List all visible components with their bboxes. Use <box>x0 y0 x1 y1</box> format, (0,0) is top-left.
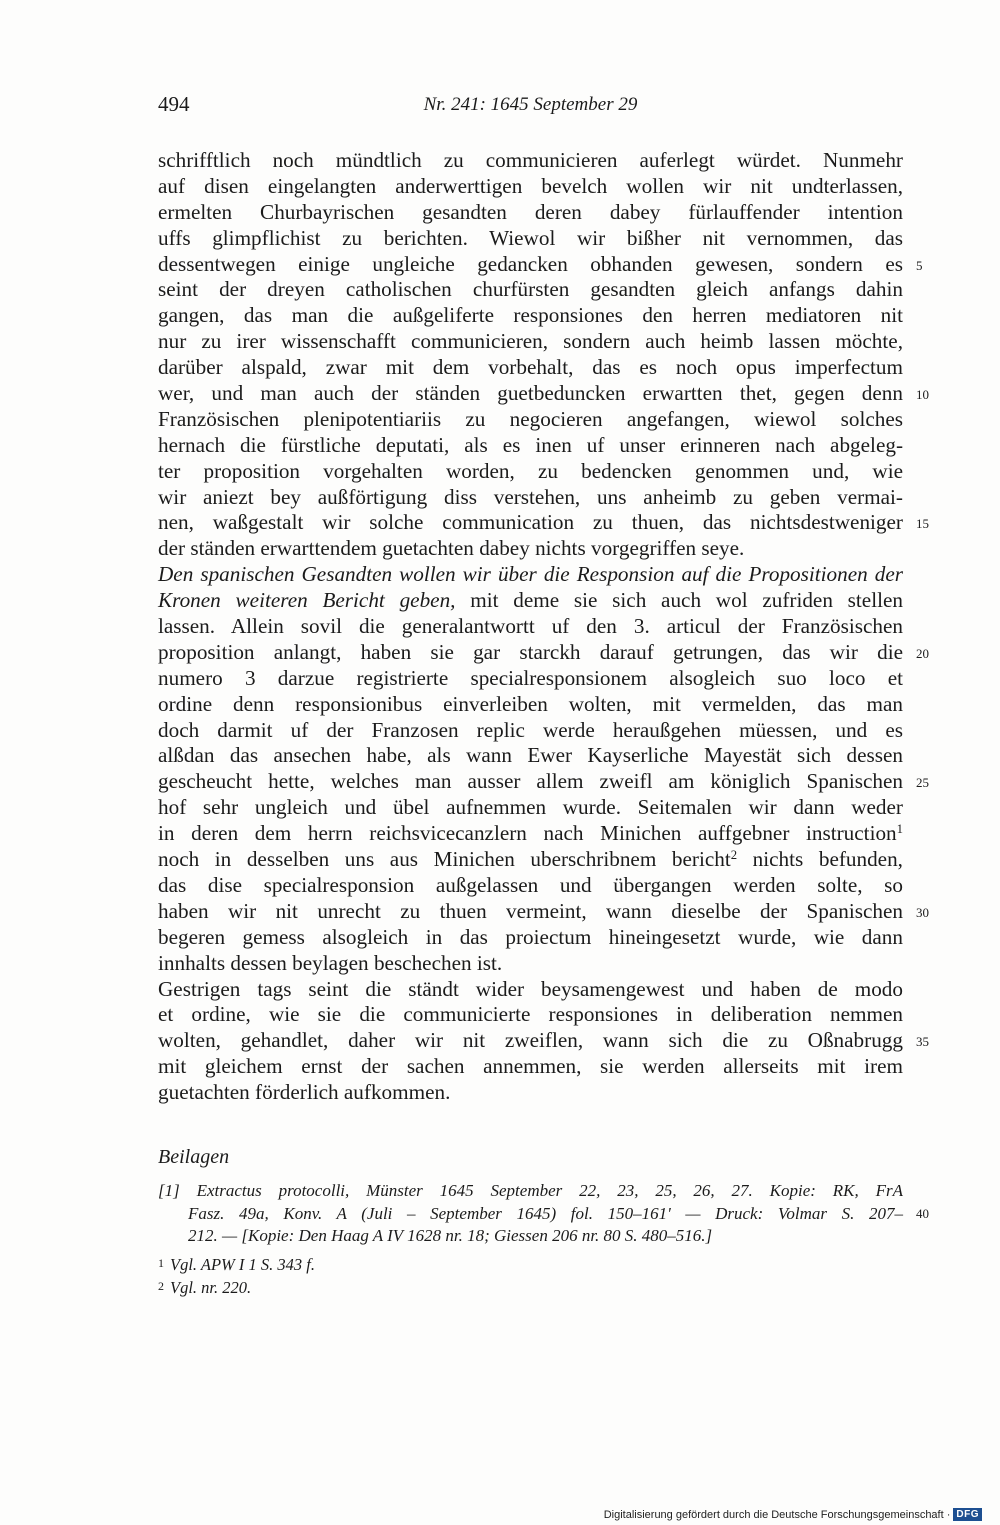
line-number: 30 <box>916 904 929 920</box>
beilage-line-text: [1] Extractus protocolli, Münster 1645 September 22, 23, 25, 26, 27. Kopie: RK, FrA <box>158 1181 903 1200</box>
text-line <box>158 562 903 588</box>
text-line <box>158 951 903 977</box>
line-number: 20 <box>916 645 929 661</box>
text-line <box>158 847 903 873</box>
text-line-content: nur zu irer wissenschafft communicieren, sondern auch heimb lassen möchte, <box>158 329 903 354</box>
footnotes <box>158 1252 903 1298</box>
text-line <box>158 251 923 278</box>
text-line-content: noch in desselben uns aus Minichen uberschribnem bericht <box>158 847 731 872</box>
text-line <box>158 536 903 562</box>
text-line <box>158 485 903 511</box>
text-line-content: et ordine, wie sie die communicierte responsiones in deliberation nemmen <box>158 1002 903 1027</box>
line-number: 5 <box>916 257 923 273</box>
text-line-content: schrifftlich noch mündtlich zu communicieren auferlegt würdet. Nunmehr <box>158 148 903 172</box>
text-line <box>158 873 903 899</box>
text-line <box>158 692 903 718</box>
text-line <box>158 1002 903 1028</box>
text-line <box>158 743 903 769</box>
text-line-content: guetachten förderlich aufkommen. <box>158 1080 451 1105</box>
footnote-text: Vgl. APW I 1 S. 343 f. <box>170 1255 315 1274</box>
text-line <box>158 795 903 821</box>
text-line <box>158 226 903 252</box>
italic-summary: Kronen weiteren Bericht geben, <box>158 588 456 613</box>
text-line <box>158 200 903 226</box>
running-head: Nr. 241: 1645 September 29 <box>423 94 638 115</box>
footnote-mark: 1 <box>158 1256 164 1270</box>
beilage-entry <box>158 1180 929 1248</box>
footnote-mark: 2 <box>158 1279 164 1293</box>
text-line-content: mit deme sie sich auch wol zufriden stellen <box>455 588 903 613</box>
line-number: 15 <box>916 516 929 532</box>
beilage-line <box>158 1225 903 1248</box>
text-line <box>158 174 903 200</box>
footnote-ref: 1 <box>896 822 903 837</box>
line-number: 25 <box>916 775 929 791</box>
text-line-content: hernach die fürstliche deputati, als es inen uf unser erinneren nach abgeleg- <box>158 432 903 457</box>
text-line <box>158 977 903 1003</box>
text-line-content: proposition anlangt, haben sie gar starckh darauf getrungen, das wir die <box>158 639 903 664</box>
text-line-content: wer, und man auch der ständen guetbeduncken erwartten thet, gegen denn <box>158 381 903 406</box>
text-line-content: numero 3 darzue registrierte specialresponsionem alsogleich suo loco et <box>158 665 903 690</box>
text-line <box>158 355 903 381</box>
dfg-logo: DFG <box>953 1508 982 1521</box>
text-line <box>158 459 903 485</box>
italic-summary: Den spanischen Gesandten wollen wir über die Responsion auf die Propositionen der <box>158 562 903 587</box>
text-line <box>158 303 903 329</box>
footnote <box>158 1275 903 1298</box>
text-line-content: dessentwegen einige ungleiche gedancken obhanden gewesen, sondern es <box>158 251 903 276</box>
text-line <box>158 1080 903 1106</box>
text-line <box>158 718 903 744</box>
beilage-line <box>158 1180 903 1203</box>
text-line <box>158 1028 929 1054</box>
text-line <box>158 588 903 614</box>
text-line <box>158 407 903 433</box>
text-line <box>158 1054 903 1080</box>
text-line <box>158 639 929 666</box>
text-line <box>158 329 903 355</box>
text-line-content: gescheucht hette, welches man ausser allem zweifl am königlich Spanischen <box>158 769 903 794</box>
text-line-content: gangen, das man die außgeliferte responsiones den herren mediatoren nit <box>158 303 903 328</box>
text-line-content: Gestrigen tags seint die ständt wider beysamengewest und haben de modo <box>158 976 903 1001</box>
page-header <box>158 92 903 122</box>
text-line <box>158 898 929 925</box>
text-line <box>158 925 903 951</box>
beilage-line <box>158 1203 929 1226</box>
text-line-content: das dise specialresponsion außgelassen und übergangen werden solte, so <box>158 872 903 897</box>
beilage-line-text: Fasz. 49a, Konv. A (Juli – September 1645) fol. 150–161' — Druck: Volmar S. 207– <box>188 1203 903 1223</box>
footnote-text: Vgl. nr. 220. <box>170 1278 252 1297</box>
text-line-content: wir aniezt bey außförtigung diss verstehen, uns anheimb zu geben vermai- <box>158 484 903 509</box>
text-line-content: auf disen eingelangten anderwerttigen bevelch wollen wir nit undterlassen, <box>158 173 903 198</box>
text-line-content: ordine denn responsionibus einverleiben wolten, mit vermelden, das man <box>158 691 903 716</box>
footnote-ref: 2 <box>730 848 738 863</box>
line-number: 40 <box>916 1205 929 1221</box>
text-line-content: nen, waßgestalt wir solche communication zu thuen, das nichtsdestweniger <box>158 510 903 535</box>
text-line-content: lassen. Allein sovil die generalantwortt uf den 3. articul der Französischen <box>158 614 903 639</box>
text-line-content: Französischen plenipotentiariis zu negocieren angefangen, wiewol solches <box>158 406 903 431</box>
text-line-content: ter proposition vorgehalten worden, zu bedencken genommen und, wie <box>158 458 903 483</box>
body-text <box>158 148 929 1106</box>
text-line <box>158 614 903 640</box>
text-line-content: darüber alspald, zwar mit dem vorbehalt, das es noch opus imperfectum <box>158 355 903 380</box>
text-line <box>158 433 903 459</box>
text-line-content: ermelten Churbayrischen gesandten deren dabey fürlauffender intention <box>158 199 903 224</box>
paragraph-1 <box>158 148 929 562</box>
text-line-content: seint der dreyen catholischen churfürsten gesandten gleich anfangs dahin <box>158 277 903 302</box>
page-number: 494 <box>158 92 190 116</box>
paragraph-3 <box>158 872 929 1106</box>
text-line-content: mit gleichem ernst der sachen annemmen, sie werden allerseits mit irem <box>158 1054 903 1079</box>
text-line-content: begeren gemess alsogleich in das proiectum hineingesetzt wurde, wie dann <box>158 924 903 949</box>
text-line <box>158 769 929 795</box>
beilage-line-text: 212. — [Kopie: Den Haag A IV 1628 nr. 18; Giessen 206 nr. 80 S. 480–516.] <box>188 1226 713 1245</box>
text-line <box>158 148 903 174</box>
beilagen-heading: Beilagen <box>158 1146 230 1168</box>
text-line-content: alßdan das ansechen habe, als wann Ewer Kayserliche Mayestät sich dessen <box>158 743 903 768</box>
text-line-content: wolten, gehandlet, daher wir nit zweiflen, wann sich die zu Oßnabrugg <box>158 1028 903 1053</box>
text-line-content: haben wir nit unrecht zu thuen vermeint, wann dieselbe der Spanischen <box>158 898 903 923</box>
text-line-content: nichts befunden, <box>737 847 903 872</box>
text-line <box>158 277 903 303</box>
text-line-content: der ständen erwarttendem guetachten dabey nichts vorgegriffen seye. <box>158 536 745 561</box>
text-line <box>158 510 929 536</box>
text-line-content: innhalts dessen beylagen beschechen ist. <box>158 950 503 975</box>
text-line <box>158 381 929 407</box>
paragraph-2 <box>158 614 929 821</box>
footnote <box>158 1252 903 1275</box>
line-number: 10 <box>916 387 929 403</box>
line-number: 35 <box>916 1034 929 1050</box>
text-line-content: hof sehr ungleich und übel aufnemmen wurde. Seitemalen wir dann weder <box>158 795 903 820</box>
text-line-content: uffs glimpflichist zu berichten. Wiewol wir bißher nit vernommen, das <box>158 225 903 250</box>
text-line <box>158 666 903 692</box>
text-line-content: in deren dem herrn reichsvicecanzlern nach Minichen auffgebner instruction <box>158 821 897 846</box>
text-line <box>158 821 903 847</box>
text-line-content: doch darmit uf der Franzosen replic werde heraußgehen müessen, und es <box>158 717 903 742</box>
funding-footer <box>604 1508 982 1521</box>
funding-text: Digitalisierung gefördert durch die Deutsche Forschungsgemeinschaft · <box>603 1508 951 1521</box>
